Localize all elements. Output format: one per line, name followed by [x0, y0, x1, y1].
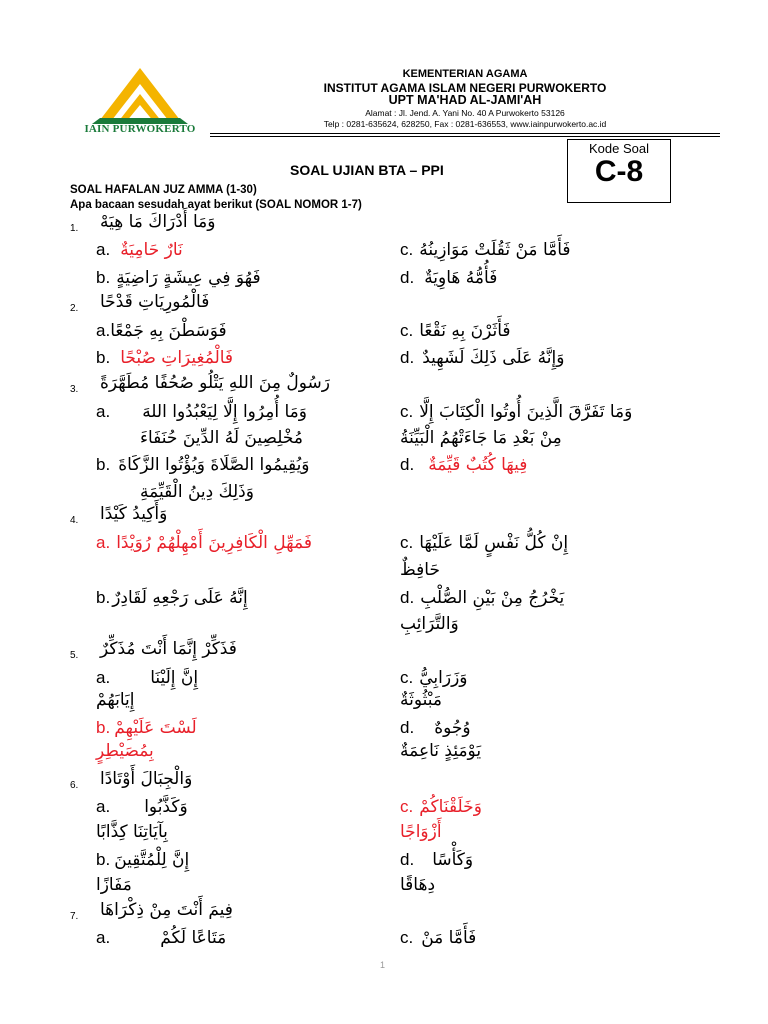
option-b[interactable] — [96, 348, 233, 368]
question-number: 1. — [70, 223, 79, 234]
option-label: c. — [400, 321, 414, 340]
option-text: فَهُوَ فِي عِيشَةٍ رَاضِيَةٍ — [116, 268, 261, 288]
option-label: c. — [400, 533, 414, 552]
option-label: a. — [96, 321, 111, 340]
option-label: a. — [96, 668, 111, 687]
question-text: وَالْجِبَالَ أَوْتَادًا — [100, 769, 193, 789]
option-label: b. — [96, 455, 111, 474]
option-c[interactable] — [400, 668, 468, 688]
option-label: b. — [96, 718, 111, 737]
option-c[interactable] — [400, 928, 476, 948]
option-d[interactable] — [400, 588, 564, 608]
contact-line: Telp : 0281-635624, 628250, Fax : 0281-636553, www.iainpurwokerto.ac.id — [323, 119, 607, 129]
option-label: b. — [96, 588, 111, 607]
option-a-continuation: إِيَابَهُمْ — [96, 690, 135, 710]
kode-soal-box — [567, 139, 671, 203]
option-label: b. — [96, 850, 111, 869]
question-text: فَالْمُورِيَاتِ قَدْحًا — [100, 292, 210, 312]
question-number: 4. — [70, 515, 79, 526]
option-b-continuation: وَذَلِكَ دِينُ الْقَيِّمَةِ — [140, 482, 254, 502]
option-label: a. — [96, 533, 111, 552]
logo-text: IAIN PURWOKERTO — [84, 123, 196, 135]
page-number: 1 — [380, 960, 386, 970]
option-text: فَأُمُّهُ هَاوِيَةٌ — [424, 268, 498, 288]
option-text: فَمَهِّلِ الْكَافِرِينَ أَمْهِلْهُمْ رُوَيْدًا — [116, 533, 312, 553]
option-text: مَتَاعًا لَكُمْ — [160, 928, 227, 948]
option-d[interactable] — [400, 718, 471, 738]
option-label: d. — [400, 268, 415, 287]
option-b[interactable] — [96, 455, 310, 475]
unit-line: UPT MA'HAD AL-JAMI'AH — [388, 93, 542, 107]
option-text: وَزَرَابِيُّ — [419, 668, 468, 688]
option-text: وُجُوهٌ — [434, 718, 471, 738]
question-number: 3. — [70, 384, 79, 395]
option-a[interactable] — [96, 928, 226, 948]
option-d-continuation: دِهَاقًا — [400, 875, 436, 895]
option-text: وَخَلَقْنَاكُمْ — [419, 797, 482, 817]
option-d[interactable] — [400, 268, 497, 288]
option-c-continuation: مِنْ بَعْدِ مَا جَاءَتْهُمُ الْبَيِّنَةُ — [400, 428, 562, 448]
option-label: a. — [96, 797, 111, 816]
header-rule — [210, 133, 720, 137]
option-label: c. — [400, 797, 414, 816]
option-text: لَسْتَ عَلَيْهِمْ — [114, 718, 197, 738]
question-number: 7. — [70, 911, 79, 922]
option-text: فَأَمَّا مَنْ ثَقُلَتْ مَوَازِينُهُ — [419, 240, 571, 260]
option-b-continuation: بِمُصَيْطِرٍ — [96, 741, 154, 761]
option-a-continuation: مُخْلِصِينَ لَهُ الدِّينَ حُنَفَاءَ — [140, 428, 303, 448]
option-label: c. — [400, 928, 414, 947]
option-b-continuation: مَفَازًا — [96, 875, 132, 895]
option-a[interactable] — [96, 240, 183, 260]
option-c[interactable] — [400, 533, 568, 553]
option-label: c. — [400, 668, 414, 687]
option-a[interactable] — [96, 402, 307, 422]
option-label: c. — [400, 240, 414, 259]
question-number: 5. — [70, 650, 79, 661]
option-c[interactable] — [400, 321, 511, 341]
institute-line: INSTITUT AGAMA ISLAM NEGERI PURWOKERTO — [323, 81, 607, 95]
option-text: وَكَذَّبُوا — [144, 797, 188, 817]
option-text: وَمَا أُمِرُوا إِلَّا لِيَعْبُدُوا اللهَ — [142, 402, 307, 422]
question-number: 2. — [70, 303, 79, 314]
option-label: a. — [96, 928, 111, 947]
question-text: وَمَا أَدْرَاكَ مَا هِيَهْ — [100, 212, 216, 232]
option-text: وَمَا تَفَرَّقَ الَّذِينَ أُوتُوا الْكِتَابَ إِلَّا — [419, 402, 633, 422]
option-label: c. — [400, 402, 414, 421]
option-label: a. — [96, 240, 111, 259]
instruction: Apa bacaan sesudah ayat berikut (SOAL NOMOR 1-7) — [70, 199, 362, 211]
option-label: d. — [400, 718, 415, 737]
option-d-continuation: وَالتَّرَائِبِ — [400, 614, 459, 634]
exam-title: SOAL UJIAN BTA – PPI — [290, 162, 444, 178]
option-d-continuation: يَوْمَئِذٍ نَاعِمَةٌ — [400, 741, 482, 761]
option-label: b. — [96, 268, 111, 287]
option-b[interactable] — [96, 268, 261, 288]
option-text: إِنْ كُلُّ نَفْسٍ لَمَّا عَلَيْهَا — [419, 533, 569, 553]
option-a[interactable] — [96, 797, 188, 817]
option-text: فَوَسَطْنَ بِهِ جَمْعًا — [110, 321, 227, 341]
option-c-continuation: حَافِظٌ — [400, 560, 440, 580]
option-a-continuation: بِآيَاتِنَا كِذَّابًا — [96, 822, 168, 842]
option-b[interactable] — [96, 850, 189, 870]
option-text: وَكَأْسًا — [432, 850, 474, 870]
question-text: وَأَكِيدُ كَيْدًا — [100, 504, 168, 524]
option-a[interactable] — [96, 321, 227, 341]
option-c[interactable] — [400, 240, 571, 260]
option-label: b. — [96, 348, 111, 367]
option-text: نَارٌ حَامِيَةٌ — [120, 240, 183, 260]
option-text: إِنَّ لِلْمُتَّقِينَ — [114, 850, 190, 870]
option-text: وَإِنَّهُ عَلَى ذَلِكَ لَشَهِيدٌ — [422, 348, 565, 368]
section-title: SOAL HAFALAN JUZ AMMA (1-30) — [70, 184, 257, 196]
option-label: d. — [400, 850, 415, 869]
option-label: d. — [400, 588, 415, 607]
option-c-continuation: أَزْوَاجًا — [400, 822, 442, 842]
question-number: 6. — [70, 780, 79, 791]
option-text: فَأَمَّا مَنْ — [421, 928, 477, 948]
option-d[interactable] — [400, 455, 527, 475]
option-text: وَيُقِيمُوا الصَّلَاةَ وَيُؤْتُوا الزَّكَاةَ — [118, 455, 310, 475]
option-label: a. — [96, 402, 111, 421]
option-text: إِنَّهُ عَلَى رَجْعِهِ لَقَادِرٌ — [112, 588, 248, 608]
kode-soal-value: C-8 — [594, 155, 644, 188]
option-b[interactable] — [96, 588, 248, 608]
option-text: إِنَّ إِلَيْنَا — [150, 668, 199, 688]
option-d[interactable] — [400, 348, 564, 368]
question-text: فَذَكِّرْ إِنَّمَا أَنْتَ مُذَكِّرٌ — [100, 639, 237, 659]
option-label: d. — [400, 348, 415, 367]
option-b[interactable] — [96, 718, 197, 738]
address-line: Alamat : Jl. Jend. A. Yani No. 40 A Purwokerto 53126 — [365, 108, 565, 118]
option-text: فِيهَا كُتُبٌ قَيِّمَةٌ — [428, 455, 528, 475]
question-text: فِيمَ أَنْتَ مِنْ ذِكْرَاهَا — [100, 900, 233, 920]
kode-soal-label: Kode Soal — [589, 141, 649, 156]
option-a[interactable] — [96, 668, 198, 688]
option-d[interactable] — [400, 850, 473, 870]
option-text: فَالْمُغِيرَاتِ صُبْحًا — [120, 348, 234, 368]
option-c[interactable] — [400, 797, 482, 817]
ministry-line: KEMENTERIAN AGAMA — [402, 68, 528, 80]
option-a[interactable] — [96, 533, 312, 553]
option-label: d. — [400, 455, 415, 474]
option-c-continuation: مَبْثُوثَةٌ — [400, 690, 442, 710]
option-c[interactable] — [400, 402, 632, 422]
option-text: فَأَثَرْنَ بِهِ نَقْعًا — [419, 321, 511, 341]
question-text: رَسُولٌ مِنَ اللهِ يَتْلُو صُحُفًا مُطَهَّرَةً — [100, 373, 330, 393]
option-text: يَخْرُجُ مِنْ بَيْنِ الصُّلْبِ — [420, 588, 565, 608]
